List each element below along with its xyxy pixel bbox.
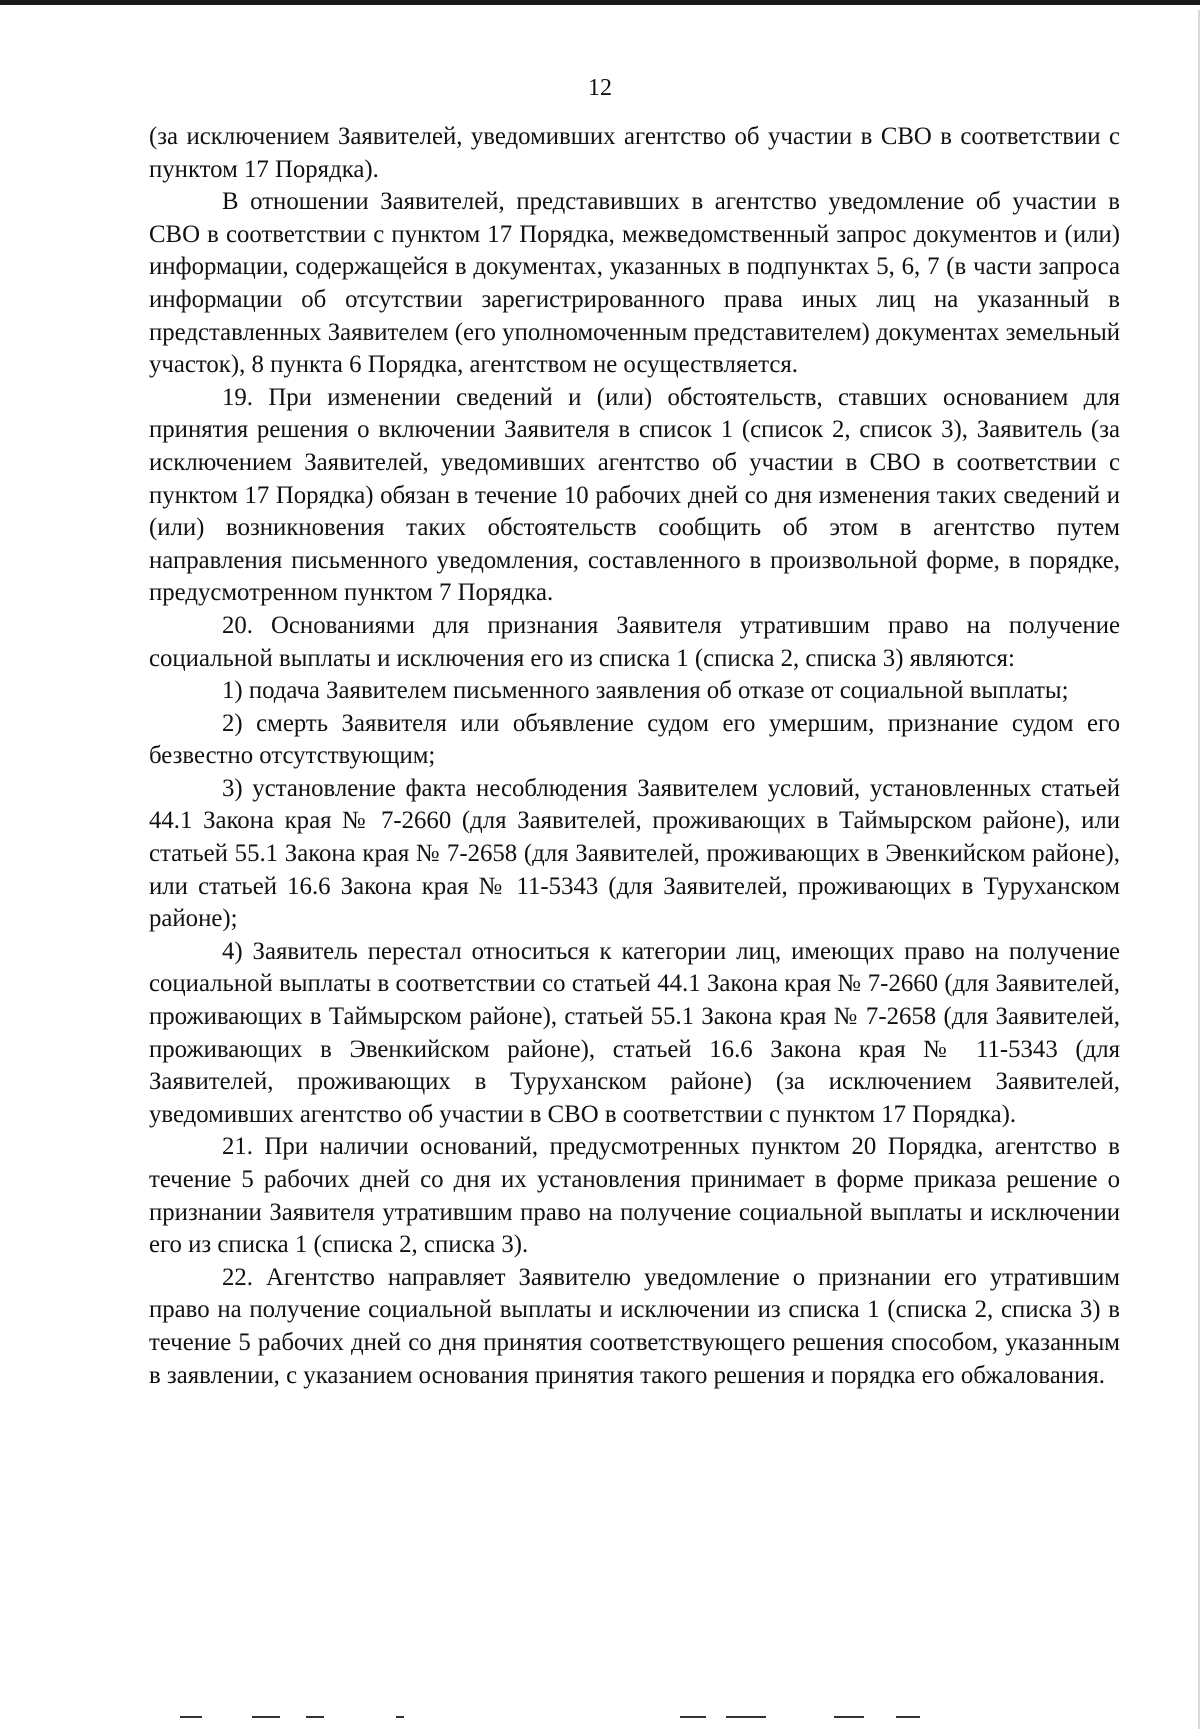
scan-mark xyxy=(252,1716,280,1718)
scan-mark xyxy=(896,1716,920,1718)
paragraph-svo-interagency-request: В отношении Заявителей, представивших в агентство уведомление об участии в СВО в соответствии с пунктом 17 Порядка, межведомственный запрос документов и (или) информации, содержащейся в документах, указанных в подпунктах 5, 6, 7 (в части запроса информации об отсутствии зарегистрированного права иных лиц на указанный в представленных Заявителем (его уполномоченным представителем) документах земельный участок), 8 пункта 6 Порядка, агентством не осуществляется. xyxy=(149,188,1120,379)
scan-bottom-artifacts xyxy=(0,1704,1200,1724)
paragraph-item-20-3: 3) установление факта несоблюдения Заявителем условий, установленных статьей 44.1 Закона края № 7-2660 (для Заявителей, проживающих в Таймырском районе), или статьей 55.1 Закона края № 7-2658 (для Заявителей, проживающих в Эвенкийском районе), или статьей 16.6 Закона края № 11-5343 (для Заявителей, проживающих в Туруханском районе); xyxy=(149,774,1120,933)
paragraph-item-20-4: 4) Заявитель перестал относиться к категории лиц, имеющих право на получение социальной выплаты в соответствии со статьей 44.1 Закона края № 7-2660 (для Заявителей, проживающих в Таймырском районе), статьей 55.1 Закона края № 7-2658 (для Заявителей, проживающих в Эвенкийском районе), статьей 16.6 Закона края № 11-5343 (для Заявителей, проживающих в Туруханском районе) (за исключением Заявителей, уведомивших агентство об участии в СВО в соответствии с пунктом 17 Порядка). xyxy=(149,937,1120,1128)
scan-mark xyxy=(680,1716,706,1718)
document-body xyxy=(149,121,1120,1392)
scan-mark xyxy=(834,1716,864,1718)
paragraph-continuation: (за исключением Заявителей, уведомивших агентство об участии в СВО в соответствии с пунктом 17 Порядка). xyxy=(149,123,1120,183)
page-number: 12 xyxy=(588,75,612,101)
scan-mark xyxy=(726,1716,766,1718)
scan-mark xyxy=(180,1716,202,1718)
paragraph-item-22: 22. Агентство направляет Заявителю уведомление о признании его утратившим право на получение социальной выплаты и исключении из списка 1 (списка 2, списка 3) в течение 5 рабочих дней со дня принятия соответствующего решения способом, указанным в заявлении, с указанием основания принятия такого решения и порядка его обжалования. xyxy=(149,1263,1120,1389)
scan-mark xyxy=(396,1716,404,1718)
paragraph-item-20-2: 2) смерть Заявителя или объявление судом его умершим, признание судом его безвестно отсутствующим; xyxy=(149,709,1120,770)
scan-mark xyxy=(306,1716,324,1718)
paragraph-item-20: 20. Основаниями для признания Заявителя утратившим право на получение социальной выплаты и исключения его из списка 1 (списка 2, списка 3) являются: xyxy=(149,611,1120,672)
paragraph-item-19: 19. При изменении сведений и (или) обстоятельств, ставших основанием для принятия решения о включении Заявителя в список 1 (список 2, список 3), Заявитель (за исключением Заявителей, уведомивших агентство об участии в СВО в соответствии с пунктом 17 Порядка) обязан в течение 10 рабочих дней со дня изменения таких сведений и (или) возникновения таких обстоятельств сообщить об этом в агентство путем направления письменного уведомления, составленного в произвольной форме, в порядке, предусмотренном пунктом 7 Порядка. xyxy=(149,383,1120,607)
paragraph-item-20-1: 1) подача Заявителем письменного заявления об отказе от социальной выплаты; xyxy=(222,677,1069,705)
paragraph-item-21: 21. При наличии оснований, предусмотренных пунктом 20 Порядка, агентство в течение 5 рабочих дней со дня их установления принимает в форме приказа решение о признании Заявителя утратившим право на получение социальной выплаты и исключении его из списка 1 (списка 2, списка 3). xyxy=(149,1133,1120,1259)
